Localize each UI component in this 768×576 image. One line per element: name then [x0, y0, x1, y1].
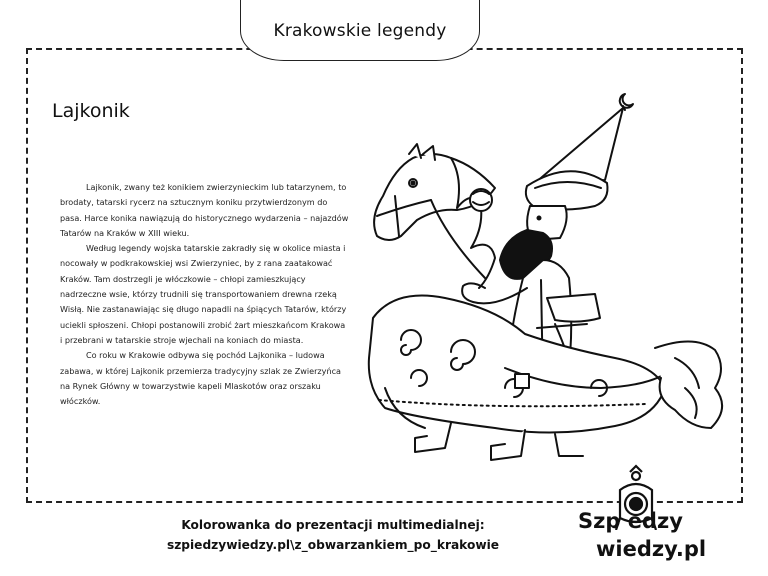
- footer-line-2: szpiedzywiedzy.pl\z_obwarzankiem_po_krakowie: [166, 538, 500, 552]
- lajkonik-illustration: [355, 88, 735, 483]
- article-body: [60, 180, 350, 409]
- footer-credit: [128, 515, 538, 555]
- logo-text-top: Szp edzy: [578, 509, 683, 533]
- footer-line-1: Kolorowanka do prezentacji multimedialnej:: [181, 518, 485, 532]
- paragraph-2: Według legendy wojska tatarskie zakradły się w okolice miasta i nocowały w podkrakowskiej wsi Zwierzyniec, by z rana zaatakować Kraków. Tam dostrzegli je włóczkowie – chłopi zamieszkujący nadrzeczne wsie, którzy trudnili się transportowaniem drewna rzeką Wisłą. Nie zastanawiając się długo napadli na śpiących Tatarów, którzy uciekli spłoszeni. Chłopi postanowili zrobić żart mieszkańcom Krakowa i przebrani w tatarskie stroje wjechali na koniach do miasta.: [60, 243, 347, 345]
- paragraph-3: Co roku w Krakowie odbywa się pochód Lajkonika – ludowa zabawa, w której Lajkonik przemierza tradycyjny szlak ze Zwierzyńca na Rynek Główny w towarzystwie kapeli Mlaskotów oraz orszaku włóczków.: [60, 350, 342, 407]
- crescent-icon: [620, 94, 633, 108]
- logo-text-bottom: wiedzy.pl: [596, 537, 707, 561]
- paragraph-1: Lajkonik, zwany też konikiem zwierzynieckim lub tatarzynem, to brodaty, tatarski rycerz na sztucznym koniku przytwierdzonym do pasa. Harce konika nawiązują do historycznego wydarzenia – najazdów Tatarów na Kraków w XIII wieku.: [60, 182, 349, 238]
- site-logo[interactable]: [578, 464, 728, 570]
- title-tab: [240, 0, 480, 61]
- page-title: Krakowskie legendy: [273, 21, 447, 41]
- article-heading: Lajkonik: [52, 100, 130, 122]
